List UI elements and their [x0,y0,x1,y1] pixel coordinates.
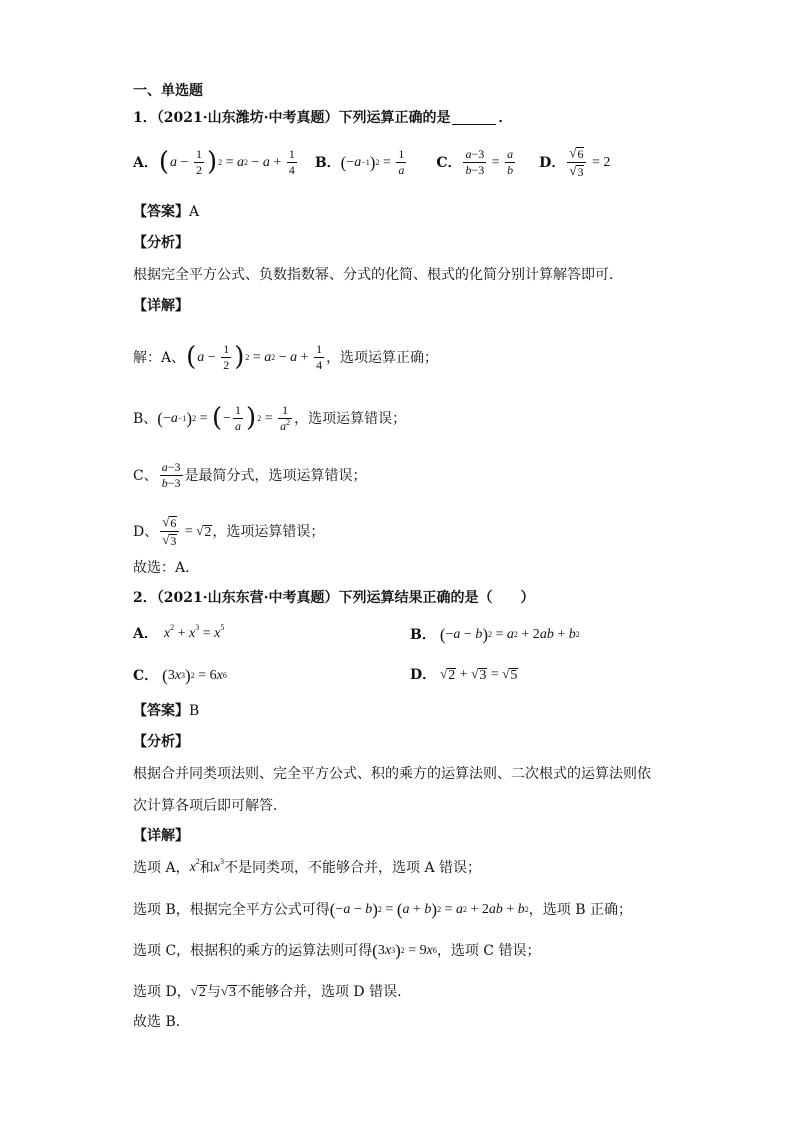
solution-b-suffix: ，选项运算错误； [294,410,407,427]
q2-solution-d-part1: 选项 D， [133,984,191,1000]
q2-solution-c [133,942,540,959]
question-2-option-c [133,667,227,684]
solution-c-formula: $\frac{a-3}{b-3}$ [161,460,181,491]
question-1-options [133,146,610,179]
q2-solution-a-term1: $x^2$ [189,856,200,875]
section-title: 一、单选题 [133,83,203,99]
answer-tag: 【答案】 [133,204,189,220]
solution-b [133,404,406,433]
question-1-stem-text: 1．（2021·山东潍坊·中考真题）下列运算正确的是 [133,110,451,126]
question-1-stem-tail: ． [498,110,513,126]
q2-solution-b-formula: ( − a − b ) 2 = ( a + b ) 2 = a 2 + 2 ab + b 2 [329,900,529,919]
option-b-formula: ( − a − b ) 2 = a 2 + 2 ab + b 2 [439,625,580,644]
option-c-formula: ( 3 x 3 ) 2 = 6 x 6 [162,666,227,685]
option-c-formula: $\frac{a-3}{b-3}$ = $\frac{a}{b}$ [465,147,514,178]
q2-solution-c-formula: ( 3 x 3 ) 2 = 9 x 6 [372,941,437,960]
q2-solution-a-part2: 和 [199,859,214,876]
option-d-formula: √ 6 √ 3 = 2 [569,145,611,180]
solution-a-prefix: 解：A、 [133,349,186,366]
option-d-formula: √ 2 + √ 3 = √ 5 [440,666,518,683]
q2-solution-d-part3: 不能够合并，选项 D 错误． [236,984,412,1000]
option-a-label: A． [133,625,158,642]
question-1-conclusion: 故选：A． [133,560,200,576]
detail-tag: 【详解】 [133,298,189,314]
solution-a [133,343,438,372]
answer-blank [452,112,496,125]
option-b-label: B． [314,154,341,171]
question-2-option-a [133,622,225,642]
detail-tag: 【详解】 [133,828,189,844]
option-a-formula: ( a − $\frac{1}{2}$ ) 2 = a 2 − a + $\frac{1}{4}$ [158,146,295,178]
q2-solution-a [133,856,482,876]
q2-solution-d [133,984,411,1000]
option-a-label: A． [133,154,158,171]
q2-solution-a-part1: 选项 A， [133,859,190,876]
option-b-formula: ( − a −1 ) 2 = $\frac{1}{a}$ [340,147,405,178]
option-c-label: C． [133,667,159,684]
option-d-label: D． [410,667,437,683]
solution-c-suffix: 是最简分式，选项运算错误； [184,467,367,484]
solution-b-prefix: B、 [133,410,158,427]
solution-c-prefix: C、 [133,467,158,484]
sqrt-3: √ 3 [220,983,236,1000]
solution-d-formula: √ 6 √ 3 = √ 2 [162,514,212,549]
question-2-option-b [410,626,580,643]
solution-d-suffix: ，选项运算错误； [212,523,325,540]
q2-solution-b-part2: ，选项 B 正确； [528,901,632,918]
question-2-conclusion: 故选 B． [133,1014,190,1030]
q2-solution-c-part2: ，选项 C 错误； [436,942,541,959]
option-b-label: B． [410,626,436,643]
q2-solution-a-term2: $x^3$ [213,856,224,875]
answer-tag: 【答案】 [133,703,189,719]
question-1-analysis: 根据完全平方公式、负数指数幂、分式的化简、根式的化简分别计算解答即可． [133,267,623,283]
question-2-stem: 2．（2021·山东东营·中考真题）下列运算结果正确的是（ ） [133,590,535,606]
solution-c [133,461,367,490]
solution-d [133,515,324,548]
solution-b-formula: ( − a −1 ) 2 = ( − $\frac{1}{a}$ ) 2 = $\frac{1}{a^2}$ [157,402,291,434]
analysis-tag: 【分析】 [133,235,189,251]
option-a-formula: $x^2 + x^3 = x^5$ [163,622,225,641]
question-2-analysis-line1: 根据合并同类项法则、完全平方公式、积的乘方的运算法则、二次根式的运算法则依 [133,766,651,782]
solution-a-formula: ( a − $\frac{1}{2}$ ) 2 = a 2 − a + $\frac{1}{4}$ [186,341,323,373]
question-1-stem [133,111,512,125]
question-1-answer [133,205,199,219]
option-d-label: D． [539,154,566,171]
q2-solution-b-part1: 选项 B，根据完全平方公式可得 [133,901,330,918]
sqrt-2: √ 2 [190,983,206,1000]
solution-a-suffix: ，选项运算正确； [326,349,439,366]
analysis-tag: 【分析】 [133,734,189,750]
q2-solution-c-part1: 选项 C，根据积的乘方的运算法则可得 [133,942,373,959]
answer-value: A [189,204,200,220]
question-2-option-d [410,667,518,683]
q2-solution-b [133,901,632,918]
option-c-label: C． [436,154,462,171]
question-2-answer [133,704,199,718]
q2-solution-a-part3: 不是同类项，不能够合并，选项 A 错误； [224,859,482,876]
question-2-analysis-line2: 次计算各项后即可解答． [133,798,287,814]
solution-d-prefix: D、 [133,523,159,540]
answer-value: B [189,703,200,719]
q2-solution-d-part2: 与 [206,984,221,1000]
